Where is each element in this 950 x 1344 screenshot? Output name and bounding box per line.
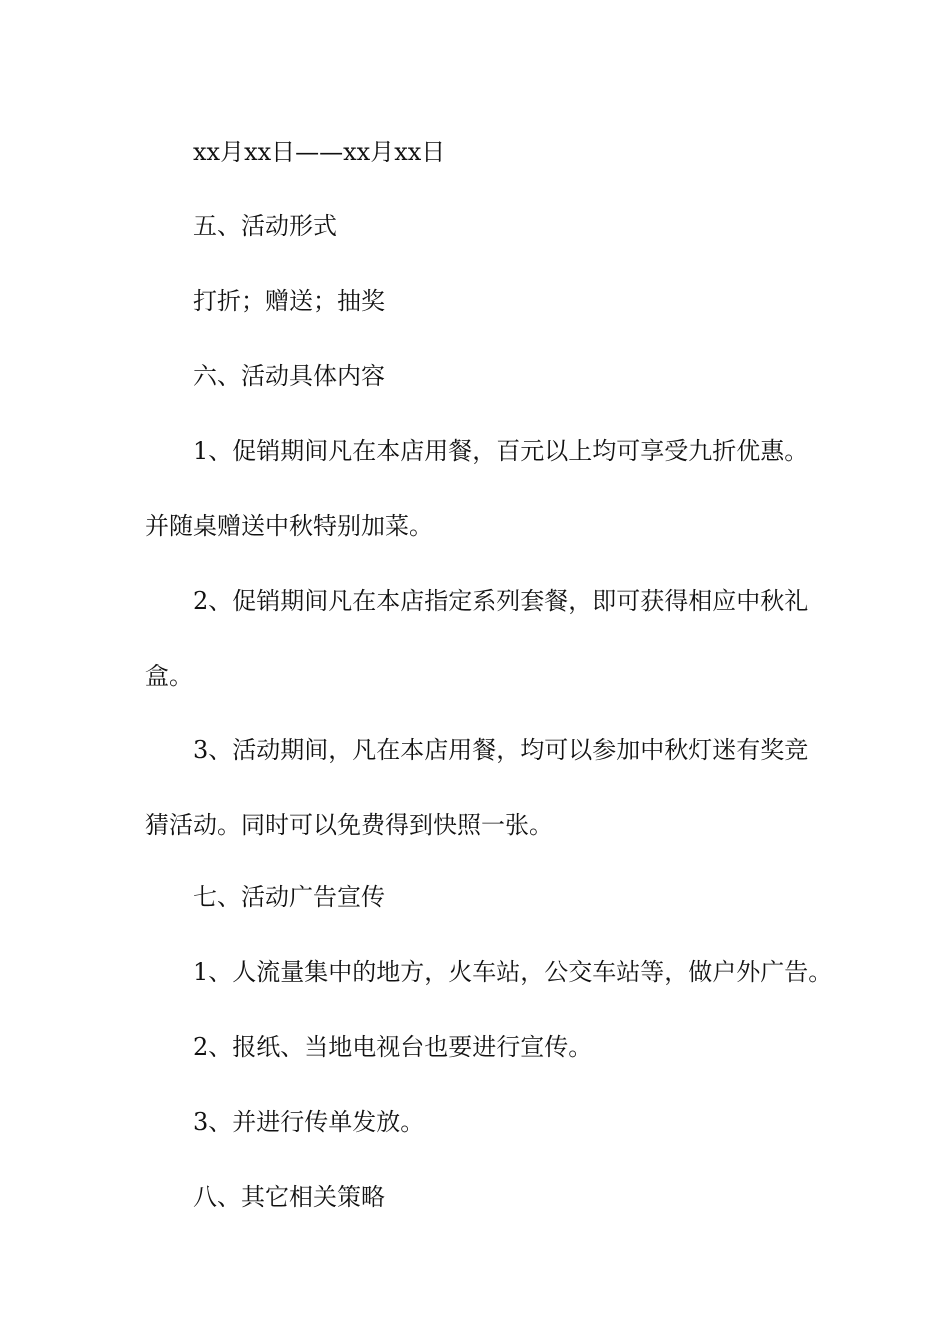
section-heading-activity-form: 五、活动形式 — [193, 212, 337, 240]
advertising-item-2: 2、报纸、当地电视台也要进行宣传。 — [193, 1033, 593, 1061]
advertising-item-1: 1、人流量集中的地方，火车站，公交车站等，做户外广告。 — [193, 958, 833, 986]
section-heading-activity-content: 六、活动具体内容 — [193, 362, 385, 390]
date-range-line: xx月xx日——xx月xx日 — [193, 138, 446, 166]
content-item-3-line-1: 3、活动期间，凡在本店用餐，均可以参加中秋灯迷有奖竞 — [193, 736, 809, 764]
content-item-1-line-2: 并随桌赠送中秋特别加菜。 — [145, 512, 433, 540]
content-item-3-line-2: 猜活动。同时可以免费得到快照一张。 — [145, 811, 553, 839]
advertising-item-3: 3、并进行传单发放。 — [193, 1108, 425, 1136]
content-item-2-line-1: 2、促销期间凡在本店指定系列套餐，即可获得相应中秋礼 — [193, 587, 809, 615]
content-item-1-line-1: 1、促销期间凡在本店用餐，百元以上均可享受九折优惠。 — [193, 437, 809, 465]
section-heading-other-strategies: 八、其它相关策略 — [193, 1183, 385, 1211]
activity-form-text: 打折；赠送；抽奖 — [193, 287, 385, 315]
content-item-2-line-2: 盒。 — [145, 662, 193, 690]
section-heading-advertising: 七、活动广告宣传 — [193, 883, 385, 911]
